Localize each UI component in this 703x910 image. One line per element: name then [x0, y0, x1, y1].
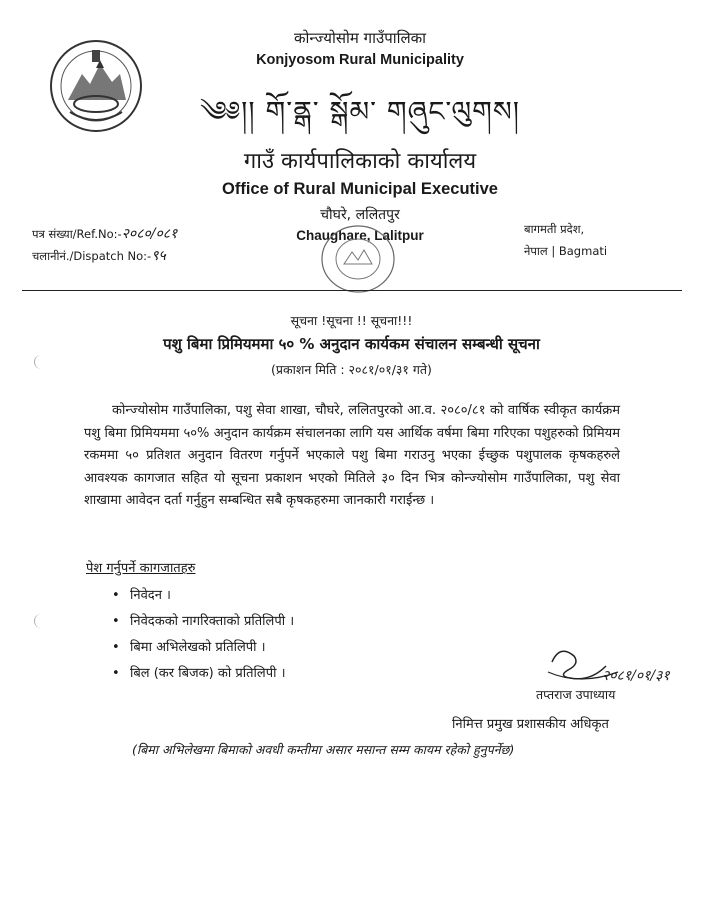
- notice-subject: पशु बिमा प्रिमियममा ५० % अनुदान कार्यकम संचालन सम्बन्धी सूचना: [163, 335, 540, 353]
- notice-body: कोन्ज्योसोम गाउँपालिका, पशु सेवा शाखा, चौघरे, ललितपुरको आ.व. २०८०/८१ को वार्षिक स्वीकृत कार्यक्रम पशु बिमा प्रिमियममा ५०% अनुदान कार्यक्रम संचालनका लागि यस आर्थिक वर्षमा बिमा गरिएका पशुहरुको प्रिमियम रकममा ५० प्रतिशत अनुदान वितरण गर्नुपर्ने भएकाले पशु बिमा गराउनु भएका ईच्छुक पशुपालक कृषकहरुले आवश्यक कागजात सहित यो सूचना प्रकाशन भएको मितिले ३० दिन भित्र कोन्ज्योसोम गाउँपालिका, पशु सेवा शाखामा आवेदन दर्ता गर्नुहुन सम्बन्धित सबै कृषकहरुमा जानकारी गराईन्छ ।: [84, 403, 620, 508]
- dispatch-number: [32, 246, 166, 265]
- list-item: • निवेदन ।: [112, 583, 294, 609]
- signature-date: २०८१/०१/३१: [602, 668, 670, 684]
- dispatch-label: चलानीनं./Dispatch No:-: [32, 249, 152, 263]
- office-stamp: [318, 222, 398, 296]
- header-divider: [22, 290, 682, 291]
- publication-date: (प्रकाशन मिति : २०८१/०१/३१ गते): [271, 362, 432, 377]
- ref-number: [32, 224, 177, 243]
- list-item: • बिल (कर बिजक) को प्रतिलिपी ।: [112, 661, 294, 687]
- office-name-english: Office of Rural Municipal Executive: [222, 180, 498, 198]
- signatory-name: तप्तराज उपाध्याय: [536, 687, 616, 702]
- list-item: • निवेदकको नागरिक्ताको प्रतिलिपी ।: [112, 609, 294, 635]
- handwritten-signature: [540, 642, 675, 692]
- signatory-title: निमित्त प्रमुख प्रशासकीय अधिकृत: [452, 717, 609, 732]
- province-line-2: नेपाल | Bagmati: [524, 244, 608, 258]
- documents-title: पेश गर्नुपर्ने कागजातहरु: [86, 561, 196, 576]
- scan-mark: [34, 355, 43, 369]
- nepal-emblem-logo: [48, 38, 144, 134]
- ref-value: २०८०/०८१: [121, 226, 178, 242]
- municipality-name-tibetan: ༄༅།། གོ་ནྒ་ སྒོམ་ གཞུང་ལུགས།: [200, 95, 520, 128]
- documents-list: [112, 583, 294, 687]
- address-english: Chaughare, Lalitpur: [296, 228, 424, 243]
- footnote: (बिमा अभिलेखमा बिमाको अवधी कम्तीमा असार मसान्त सम्म कायम रहेको हुनुपर्नेछ): [132, 742, 515, 757]
- province-line-1: बागमती प्रदेश,: [524, 222, 585, 236]
- address-nepali: चौघरे, ललितपुर: [320, 207, 400, 223]
- ref-label: पत्र संख्या/Ref.No:-: [32, 227, 122, 241]
- scan-mark: [34, 614, 43, 628]
- office-name-nepali: गाउँ कार्यपालिकाको कार्यालय: [243, 149, 477, 174]
- list-item: • बिमा अभिलेखको प्रतिलिपी ।: [112, 635, 294, 661]
- notice-heading: सूचना !सूचना !! सूचना!!!: [290, 313, 413, 328]
- municipality-name-nepali: कोन्ज्योसोम गाउँपालिका: [293, 29, 427, 47]
- municipality-name-english: Konjyosom Rural Municipality: [256, 52, 464, 68]
- dispatch-value: ९५: [151, 248, 166, 264]
